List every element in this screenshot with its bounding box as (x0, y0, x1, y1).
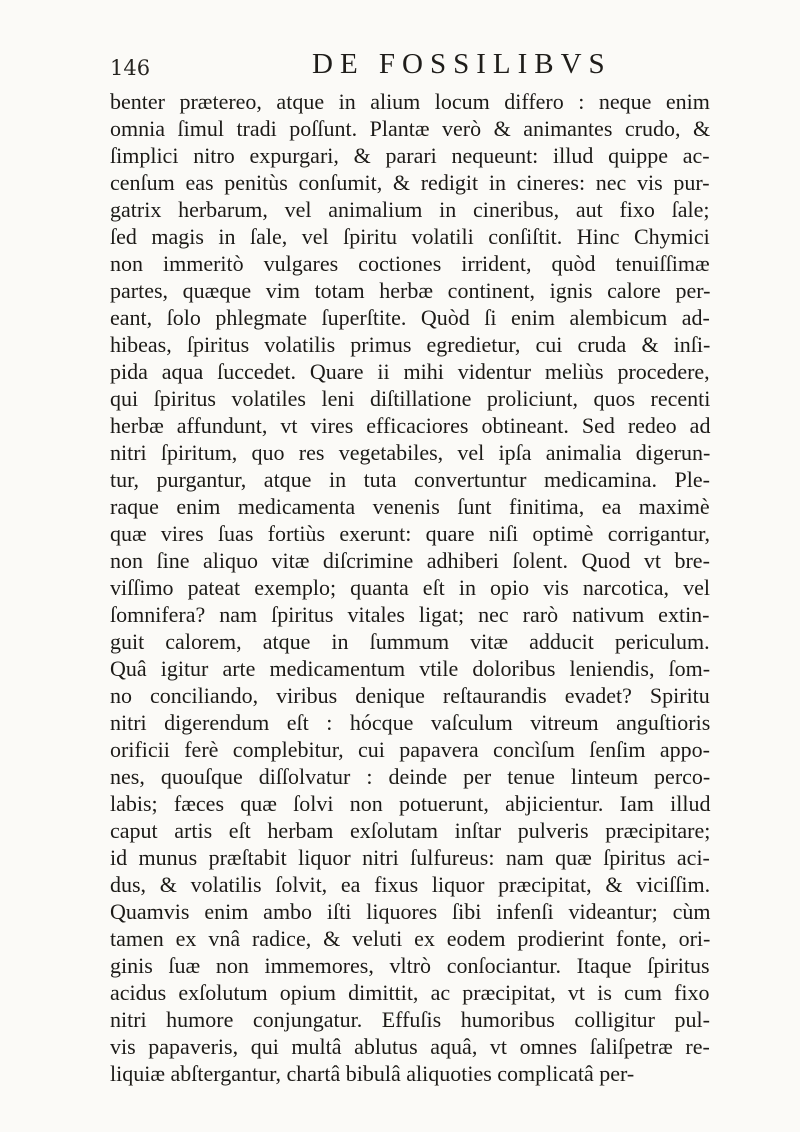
text-line: ſomnifera? nam ſpiritus vitales ligat; nec rarò nativum extin- (110, 602, 710, 627)
text-line: qui ſpiritus volatiles leni diſtillatione proliciunt, quos recenti (110, 386, 711, 411)
text-line: non immeritò vulgares coctiones irrident, quòd tenuiſſimӕ (110, 251, 710, 276)
text-line: tur, purgantur, atque in tuta convertuntur medicamina. Ple- (110, 467, 710, 492)
text-line: omnia ſimul tradi poſſunt. Plantӕ verò & animantes crudo, & (110, 116, 711, 141)
text-line: liquiӕ abſtergantur, chartâ bibulâ aliquoties complicatâ per- (110, 1061, 635, 1086)
text-line: non ſine aliquo vitӕ diſcrimine adhiberi ſolent. Quod vt bre- (110, 548, 710, 573)
text-line: nes, quouſque diſſolvatur : deinde per tenue linteum perco- (110, 764, 711, 789)
text-line: pida aqua ſuccedet. Quare ii mihi videntur meliùs procedere, (110, 359, 710, 384)
text-line: labis; fӕces quӕ ſolvi non potuerunt, abjicientur. Iam illud (110, 791, 711, 816)
body-text (110, 88, 710, 1087)
text-line: Quâ igitur arte medicamentum vtile doloribus leniendis, ſom- (110, 656, 711, 681)
running-title: DE FOSSILIBVS (312, 48, 612, 80)
text-line: nitri digerendum eſt : hócque vaſculum vitreum anguſtioris (110, 710, 711, 735)
text-line: partes, quӕque vim totam herbӕ continent, ignis calore per- (110, 278, 711, 303)
text-line: hibeas, ſpiritus volatilis primus egredietur, cui cruda & inſi- (110, 332, 711, 357)
text-line: ſimplici nitro expurgari, & parari nequeunt: illud quippe ac- (110, 143, 710, 168)
page-header (0, 48, 800, 88)
text-line: nitri humore conjungatur. Effuſis humoribus colligitur pul- (110, 1007, 710, 1032)
text-line: nitri ſpiritum, quo res vegetabiles, vel ipſa animalia digerun- (110, 440, 711, 465)
text-line: raque enim medicamenta venenis ſunt finitima, ea maximè (110, 494, 710, 519)
text-line: eant, ſolo phlegmate ſuperſtite. Quòd ſi enim alembicum ad- (110, 305, 710, 330)
text-line: quӕ vires ſuas fortiùs exerunt: quare niſi optimè corrigantur, (110, 521, 711, 546)
text-line: cenſum eas penitùs conſumit, & redigit in cineres: nec vis pur- (110, 170, 710, 195)
text-line: viſſimo pateat exemplo; quanta eſt in opio vis narcotica, vel (110, 575, 710, 600)
page-number: 146 (110, 56, 151, 80)
text-line: guit calorem, atque in ſummum vitӕ adducit periculum. (110, 629, 710, 654)
text-line: ſed magis in ſale, vel ſpiritu volatili conſiſtit. Hinc Chymici (110, 224, 710, 249)
text-line: orificii ferè complebitur, cui papavera concìſum ſenſim appo- (110, 737, 710, 762)
text-line: gatrix herbarum, vel animalium in cineribus, aut fixo ſale; (110, 197, 710, 222)
text-line: herbӕ affundunt, vt vires efficaciores obtineant. Sed redeo ad (110, 413, 711, 438)
text-line: acidus exſolutum opium dimittit, ac prӕcipitat, vt is cum fixo (110, 980, 710, 1005)
text-line: no conciliando, viribus denique reſtaurandis evadet? Spiritu (110, 683, 710, 708)
text-line: Quamvis enim ambo iſti liquores ſibi infenſi videantur; cùm (110, 899, 711, 924)
text-line: vis papaveris, qui multâ ablutus aquâ, vt omnes ſaliſpetrӕ re- (110, 1034, 710, 1059)
text-line: benter prӕtereo, atque in alium locum differo : neque enim (110, 89, 710, 114)
text-line: id munus prӕſtabit liquor nitri ſulfureus: nam quӕ ſpiritus aci- (110, 845, 710, 870)
text-line: tamen ex vnâ radice, & veluti ex eodem prodierint fonte, ori- (110, 926, 711, 951)
text-line: dus, & volatilis ſolvit, ea fixus liquor prӕcipitat, & viciſſim. (110, 872, 711, 897)
text-line: caput artis eſt herbam exſolutam inſtar pulveris prӕcipitare; (110, 818, 711, 843)
text-line: ginis ſuӕ non immemores, vltrò conſociantur. Itaque ſpiritus (110, 953, 710, 978)
